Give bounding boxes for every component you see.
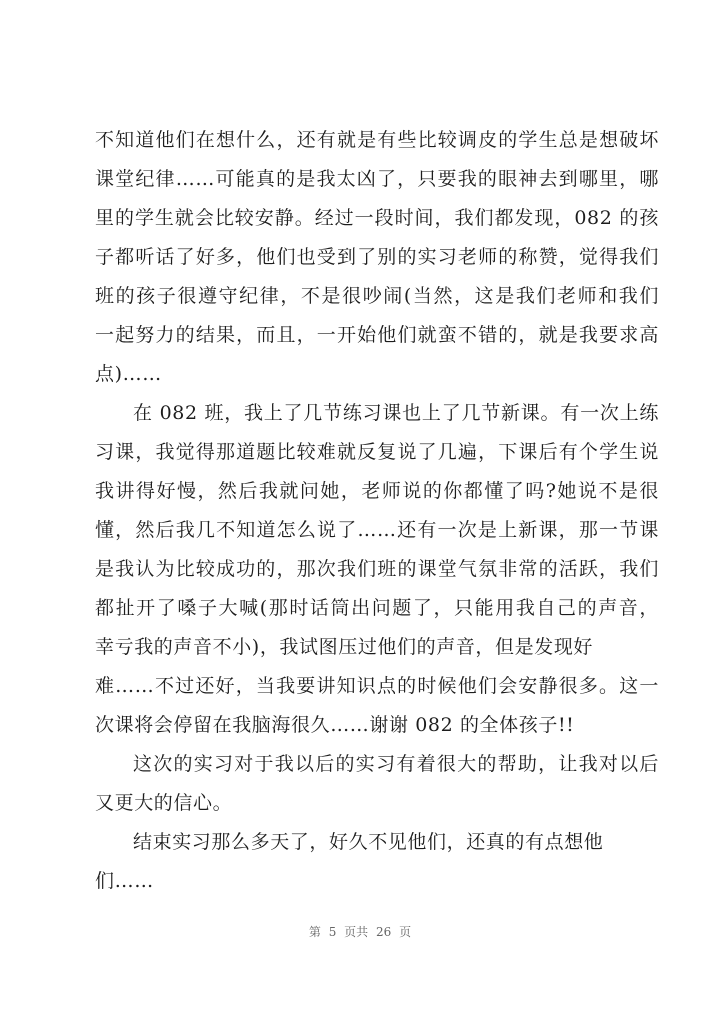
text-line: 又更大的信心。 <box>95 792 233 814</box>
text-line: 点)…… <box>95 363 162 385</box>
text-line: 我讲得好慢，然后我就问她，老师说的你都懂了吗?她说不是很 <box>95 480 659 502</box>
text-line: 不知道他们在想什么，还有就是有些比较调皮的学生总是想破坏 <box>95 129 659 151</box>
text-line: 都扯开了嗓子大喊(那时话筒出问题了，只能用我自己的声音， <box>95 597 659 619</box>
text-line: 一起努力的结果，而且，一开始他们就蛮不错的，就是我要求高 <box>95 324 659 346</box>
text-line: 次课将会停留在我脑海很久……谢谢 082 的全体孩子!! <box>95 714 575 736</box>
text-line: 难……不过还好，当我要讲知识点的时候他们会安静很多。这一 <box>95 675 659 697</box>
text-line: 习课，我觉得那道题比较难就反复说了几遍，下课后有个学生说 <box>95 441 659 463</box>
text-line: 班的孩子很遵守纪律，不是很吵闹(当然，这是我们老师和我们 <box>95 285 659 307</box>
text-line: 们…… <box>95 870 154 892</box>
text-line: 子都听话了好多，他们也受到了别的实习老师的称赞，觉得我们 <box>95 246 659 268</box>
text-line: 幸亏我的声音不小)，我试图压过他们的声音，但是发现好 <box>95 636 594 658</box>
paragraph-first-line: 结束实习那么多天了，好久不见他们，还真的有点想他 <box>133 831 604 853</box>
paragraph-first-line: 这次的实习对于我以后的实习有着很大的帮助，让我对以后 <box>133 753 659 775</box>
text-line: 里的学生就会比较安静。经过一段时间，我们都发现，082 的孩 <box>95 207 659 229</box>
text-line: 是我认为比较成功的，那次我们班的课堂气氛非常的活跃，我们 <box>95 558 659 580</box>
text-line: 懂，然后我几不知道怎么说了……还有一次是上新课，那一节课 <box>95 519 659 541</box>
paragraph-first-line: 在 082 班，我上了几节练习课也上了几节新课。有一次上练 <box>133 402 659 424</box>
page-number-footer: 第 5 页共 26 页 <box>308 925 412 939</box>
text-line: 课堂纪律……可能真的是我太凶了，只要我的眼神去到哪里，哪 <box>95 168 659 190</box>
